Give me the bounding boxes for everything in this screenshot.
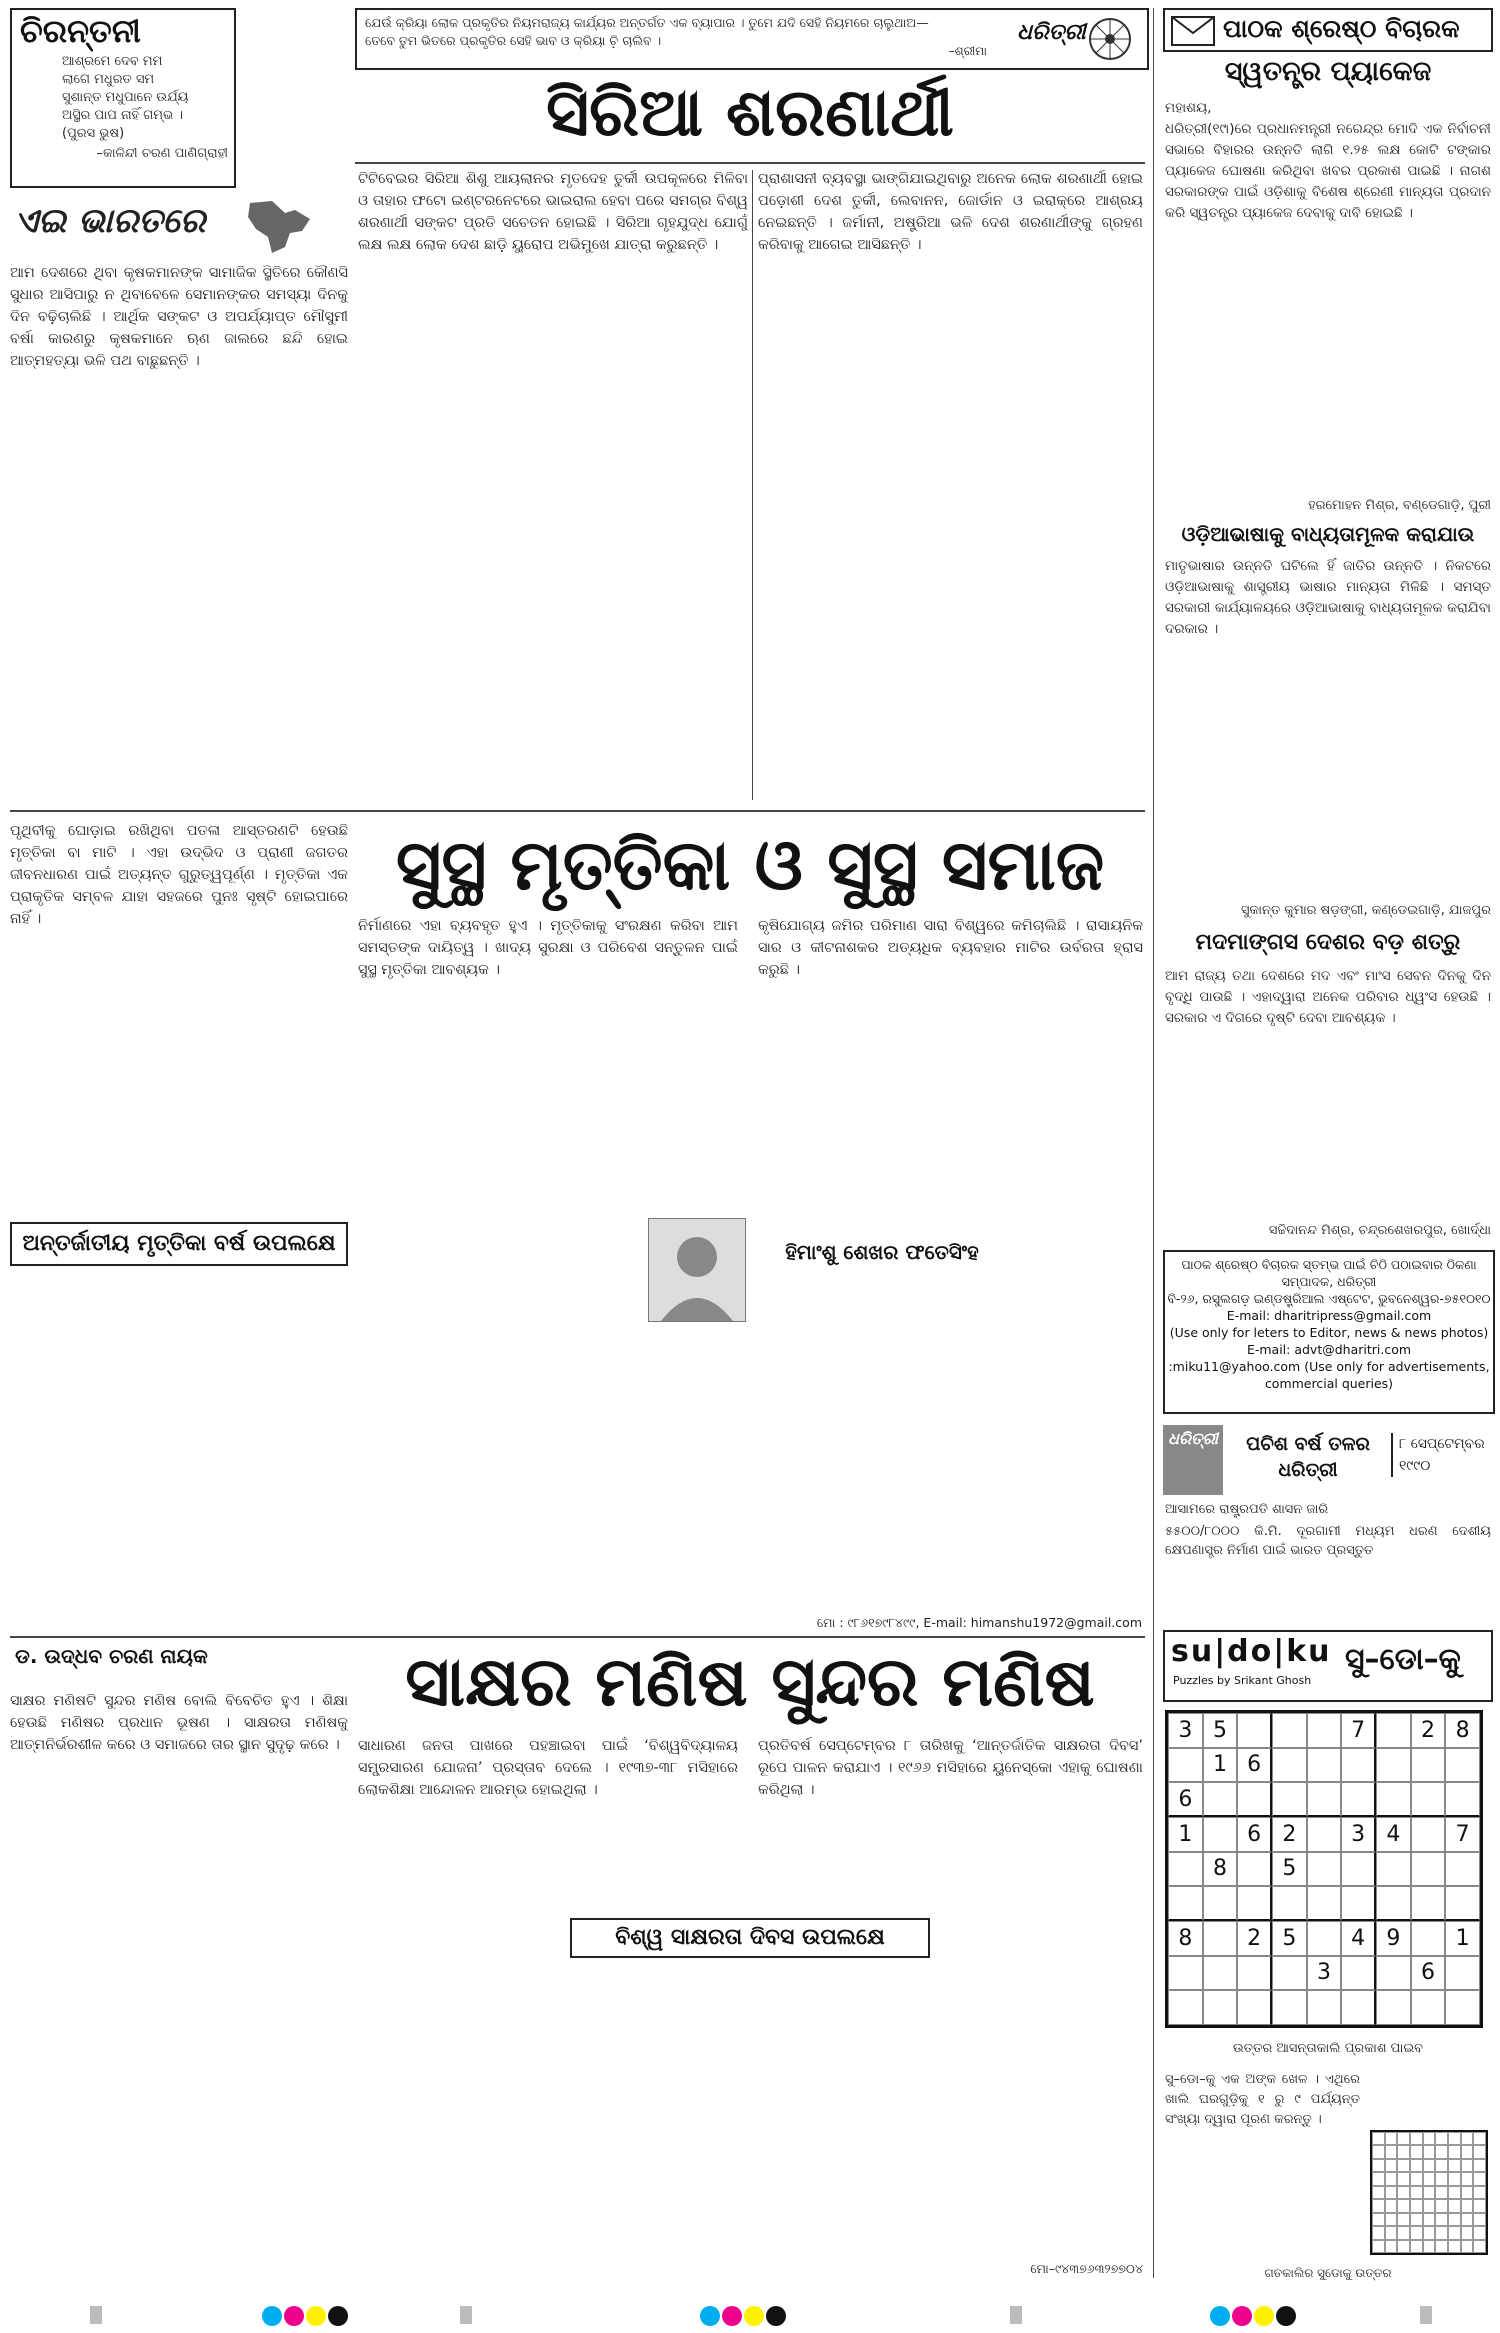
sudoku-cell[interactable] — [1445, 1852, 1480, 1887]
grey-swatch — [1420, 2306, 1432, 2324]
answer-cell — [1473, 2132, 1486, 2145]
answer-cell — [1372, 2159, 1385, 2172]
sudoku-cell[interactable] — [1272, 1990, 1307, 2025]
quote-text: ଯେଉଁ କ୍ରିୟା ଲୋକ ପ୍ରକୃତିର ନିୟମରାଜ୍ୟ କାର୍ଯ୍ୟର ଅନ୍ତର୍ଗତ ଏକ ବ୍ୟାପାର । ତୁମେ ଯଦି ସେହି ନିୟମରେ ଚାଲୁଥାଅ— ତେବେ ତୁମ ଭିତରେ ପ୍ରକୃତିର ସେହି ଭାବ ଓ କ୍ରିୟା ଚ଼ି ଚାଲିବ । — [365, 15, 929, 48]
chakra-icon — [1087, 16, 1133, 62]
answer-cell — [1435, 2186, 1448, 2199]
sudoku-cell[interactable]: 7 — [1341, 1713, 1376, 1748]
sudoku-cell[interactable] — [1203, 1956, 1238, 1991]
sudoku-cell[interactable] — [1168, 1852, 1203, 1887]
sudoku-cell[interactable] — [1203, 1782, 1238, 1817]
literacy-col2: ସାଧାରଣ ଜନତା ପାଖରେ ପହଞ୍ଚାଇବା ପାଇଁ ‘ବିଶ୍ୱବିଦ୍ୟାଳୟ ସମ୍ପ୍ରସାରଣ ଯୋଜନା’ ପ୍ରସ୍ତାବ ଦେଲେ । ୧୯୩୭-୩୮ ମସିହାରେ ଲୋକଶିକ୍ଷା ଆନ୍ଦୋଳନ ଆରମ୍ଭ ହୋଇଥିଲା । — [358, 1738, 738, 1798]
answer-cell — [1410, 2226, 1423, 2239]
answer-cell — [1461, 2145, 1474, 2158]
sudoku-cell[interactable] — [1341, 1852, 1376, 1887]
soil-subhead-box — [10, 1222, 348, 1266]
sudoku-cell[interactable]: 5 — [1203, 1713, 1238, 1748]
answer-cell — [1461, 2240, 1474, 2253]
sudoku-header — [1163, 1630, 1493, 1702]
answer-cell — [1410, 2199, 1423, 2212]
answer-cell — [1385, 2145, 1398, 2158]
odia-language-title: ଓଡ଼ିଆଭାଷାକୁ ବାଧ୍ୟତାମୂଳକ କରାଯାଉ — [1181, 522, 1475, 546]
sudoku-cell[interactable]: 8 — [1445, 1713, 1480, 1748]
sudoku-cell[interactable] — [1376, 1990, 1411, 2025]
column-divider — [752, 170, 753, 800]
literacy-contact: ମୋ–୯୪୩୭୬୩୨୭୭୦୪ — [1030, 2261, 1143, 2276]
sudoku-cell[interactable] — [1307, 1852, 1342, 1887]
answer-cell — [1423, 2172, 1436, 2185]
syria-headline: ସିରିଆ ଶରଣାର୍ଥୀ — [546, 74, 954, 151]
twentyfive-years-header — [1163, 1425, 1493, 1495]
syria-col2: ପ୍ରାଶାସନୀ ବ୍ୟବସ୍ଥା ଭାଙ୍ଗିଯାଇଥିବାରୁ ଅନେକ ଲୋକ ଶରଣାର୍ଥୀ ହୋଇ ପଡ଼ୋଶୀ ଦେଶ ତୁର୍କୀ, ଲେବାନନ, ଜୋର୍ଡାନ ଓ ଇରାକ୍‌ରେ ଆଶ୍ରୟ ନେଇଛନ୍ତି । ଜର୍ମାନୀ, ଅଷ୍ଟ୍ରିଆ ଭଳି ଦେଶ ଶରଣାର୍ଥୀଙ୍କୁ ଗ୍ରହଣ କରିବାକୁ ଆଗେଇ ଆସିଛନ୍ତି । — [758, 171, 1143, 253]
sudoku-cell[interactable] — [1203, 1886, 1238, 1921]
person-icon — [649, 1219, 745, 1321]
answer-cell — [1461, 2159, 1474, 2172]
liquor-sig: ସଚ୍ଚିଦାନନ୍ଦ ମିଶ୍ର, ଚନ୍ଦ୍ରଶେଖରପୁର, ଖୋର୍ଦ୍ଧା — [1268, 1223, 1491, 1238]
sudoku-cell[interactable]: 2 — [1411, 1713, 1446, 1748]
sudoku-cell[interactable]: 8 — [1203, 1852, 1238, 1887]
sudoku-cell[interactable]: 6 — [1237, 1817, 1272, 1852]
sudoku-cell[interactable]: 8 — [1168, 1921, 1203, 1956]
literacy-col1: ସାକ୍ଷର ମଣିଷଟି ସୁନ୍ଦର ମଣିଷ ବୋଲି ବିବେଚିତ ହୁଏ । ଶିକ୍ଷା ହେଉଛି ମଣିଷର ପ୍ରଧାନ ଭୂଷଣ । ସାକ୍ଷରତା ମଣିଷକୁ ଆତ୍ମନିର୍ଭରଶୀଳ କରେ ଓ ସମାଜରେ ତାର ସ୍ଥାନ ସୁଦୃଢ଼ କରେ । — [10, 1693, 348, 1753]
sudoku-cell[interactable] — [1411, 1782, 1446, 1817]
sudoku-cell[interactable] — [1168, 1886, 1203, 1921]
grey-swatch — [1010, 2306, 1022, 2324]
sudoku-cell[interactable] — [1341, 1956, 1376, 1991]
contact-line1: ପାଠକ ଶ୍ରେଷ୍ଠ ବିଚାରକ ସ୍ତମ୍ଭ ପାଇଁ ଚିଠି ପଠାଇବାର ଠିକଣା — [1181, 1257, 1477, 1272]
print-registration-strip — [0, 2300, 1500, 2333]
twentyfive-title: ପଚିଶ ବର୍ଷ ତଳର ଧରିତ୍ରୀ — [1246, 1433, 1370, 1481]
literacy-author: ଡ. ଉଦ୍ଧବ ଚରଣ ନାୟକ — [15, 1644, 208, 1668]
sudoku-cell[interactable] — [1237, 1713, 1272, 1748]
sudoku-cell[interactable]: 1 — [1203, 1748, 1238, 1783]
answer-cell — [1397, 2145, 1410, 2158]
letters-banner-title: ପାଠକ ଶ୍ରେଷ୍ଠ ବିଚାରକ — [1223, 14, 1460, 43]
sudoku-cell[interactable] — [1307, 1748, 1342, 1783]
literacy-subhead: ବିଶ୍ୱ ସାକ୍ଷରତା ଦିବସ ଉପଲକ୍ଷେ — [615, 1925, 885, 1950]
answer-cell — [1423, 2199, 1436, 2212]
envelope-icon — [1171, 16, 1215, 46]
contact-email3[interactable]: :miku11@yahoo.com (Use only for advertisements, commercial queries) — [1168, 1359, 1490, 1391]
sudoku-cell[interactable] — [1168, 1990, 1203, 2025]
soil-col1-cont — [10, 1272, 348, 1652]
answer-cell — [1372, 2132, 1385, 2145]
soil-col2: ନିର୍ମାଣରେ ଏହା ବ୍ୟବହୃତ ହୁଏ । ମୃତ୍ତିକାକୁ ସଂରକ୍ଷଣ କରିବା ଆମ ସମସ୍ତଙ୍କ ଦାୟିତ୍ୱ । ଖାଦ୍ୟ ସୁରକ୍ଷା ଓ ପରିବେଶ ସନ୍ତୁଳନ ପାଇଁ ସୁସ୍ଥ ମୃତ୍ତିକା ଆବଶ୍ୟକ । — [358, 918, 738, 978]
literacy-headline: ସାକ୍ଷର ମଣିଷ ସୁନ୍ଦର ମଣିଷ — [405, 1643, 1095, 1722]
yellow-dot — [1254, 2306, 1274, 2326]
answer-cell — [1397, 2186, 1410, 2199]
soil-subhead: ଅନ୍ତର୍ଜାତୀୟ ମୃତ୍ତିକା ବର୍ଷ ଉପଲକ୍ଷେ — [22, 1231, 336, 1256]
sudoku-cell[interactable] — [1411, 1748, 1446, 1783]
sudoku-cell[interactable] — [1272, 1886, 1307, 1921]
answer-cell — [1423, 2226, 1436, 2239]
sudoku-cell[interactable] — [1376, 1886, 1411, 1921]
answer-cell — [1448, 2240, 1461, 2253]
sudoku-cell[interactable]: 1 — [1445, 1921, 1480, 1956]
answer-cell — [1473, 2172, 1486, 2185]
answer-cell — [1385, 2199, 1398, 2212]
answer-cell — [1473, 2240, 1486, 2253]
answer-cell — [1397, 2226, 1410, 2239]
answer-cell — [1410, 2145, 1423, 2158]
sudoku-cell[interactable]: 6 — [1411, 1956, 1446, 1991]
sudoku-cell[interactable] — [1203, 1921, 1238, 1956]
sudoku-cell[interactable] — [1203, 1990, 1238, 2025]
sudoku-cell[interactable]: 5 — [1272, 1852, 1307, 1887]
answer-cell — [1385, 2159, 1398, 2172]
soil-headline: ସୁସ୍ଥ ମୃତ୍ତିକା ଓ ସୁସ୍ଥ ସମାଜ — [395, 824, 1105, 906]
sudoku-cell[interactable] — [1237, 1782, 1272, 1817]
sudoku-rules: ସୁ–ଡୋ–କୁ ଏକ ଅଙ୍କ ଖେଳ । ଏଥିରେ ଖାଲି ଘରଗୁଡ଼ିକୁ ୧ ରୁ ୯ ପର୍ଯ୍ୟନ୍ତ ସଂଖ୍ୟା ଦ୍ୱାରା ପୂରଣ କରନ୍ତୁ । — [1165, 2072, 1360, 2127]
divider — [10, 810, 1145, 812]
answer-cell — [1448, 2226, 1461, 2239]
answer-cell — [1397, 2240, 1410, 2253]
sudoku-cell[interactable] — [1445, 1748, 1480, 1783]
sudoku-cell[interactable]: 4 — [1376, 1817, 1411, 1852]
letters-banner — [1163, 8, 1493, 52]
azi-title: ଏଇ ଭାରତରେ — [14, 201, 206, 241]
answer-cell — [1372, 2199, 1385, 2212]
sudoku-cell[interactable]: 2 — [1272, 1817, 1307, 1852]
answer-cell — [1448, 2159, 1461, 2172]
literacy-subhead-box — [570, 1918, 930, 1958]
sudoku-cell[interactable] — [1445, 1990, 1480, 2025]
sudoku-cell[interactable]: 6 — [1237, 1748, 1272, 1783]
black-dot — [766, 2306, 786, 2326]
azi-body: ଆମ ଦେଶରେ ଥିବା କୃଷକମାନଙ୍କ ସାମାଜିକ ସ୍ଥିତିରେ କୌଣସି ସୁଧାର ଆସିପାରୁ ନ ଥିବାବେଳେ ସେମାନଙ୍କର ସମସ୍ୟା ଦିନକୁ ଦିନ ବଢ଼ିଚାଲିଛି । ଆର୍ଥିକ ସଙ୍କଟ ଓ ଅପର୍ଯ୍ୟାପ୍ତ ମୌସୁମୀ ବର୍ଷା କାରଣରୁ କୃଷକମାନେ ଋଣ ଜାଲରେ ଛନ୍ଦି ହୋଇ ଆତ୍ମହତ୍ୟା ଭଳି ପଥ ବାଛୁଛନ୍ତି । — [10, 265, 348, 369]
answer-cell — [1397, 2199, 1410, 2212]
chirantani-box — [10, 8, 236, 188]
sudoku-cell[interactable] — [1237, 1886, 1272, 1921]
answer-cell — [1435, 2132, 1448, 2145]
answer-cell — [1448, 2145, 1461, 2158]
chirantani-poem: ଆଶ୍ରମେ ଦେବ ମମ ଲାଗେ ମଧୁରତ ସମ ସୁଶାନ୍ତ ମଧୁପାନେ ଉର୍ଯ୍ୟ ଅସ୍ଥିର ପାପ ନାହିଁ ଗମ୍ଭ । (ପୁରସ ଭୁଷ) — [62, 54, 189, 141]
sudoku-cell[interactable] — [1411, 1817, 1446, 1852]
sudoku-cell[interactable] — [1376, 1956, 1411, 1991]
sudoku-cell[interactable]: 5 — [1272, 1921, 1307, 1956]
answer-cell — [1423, 2186, 1436, 2199]
answer-cell — [1448, 2132, 1461, 2145]
cyan-dot — [1210, 2306, 1230, 2326]
answer-cell — [1410, 2159, 1423, 2172]
answer-cell — [1448, 2186, 1461, 2199]
quote-author: –ଶ୍ରୀମା — [948, 44, 987, 58]
answer-cell — [1410, 2132, 1423, 2145]
odia-language-body: ମାତୃଭାଷାର ଉନ୍ନତି ଘଟିଲେ ହିଁ ଜାତିର ଉନ୍ନତି । ନିକଟରେ ଓଡ଼ିଆଭାଷାକୁ ଶାସ୍ତ୍ରୀୟ ଭାଷାର ମାନ୍ୟତା ମିଳିଛି । ସମସ୍ତ ସରକାରୀ କାର୍ଯ୍ୟାଳୟରେ ଓଡ଼ିଆଭାଷାକୁ ବାଧ୍ୟତାମୂଳକ କରାଯିବା ଦରକାର । — [1165, 558, 1491, 637]
chirantani-title: ଚିରନ୍ତନୀ — [20, 12, 141, 50]
answer-cell — [1372, 2213, 1385, 2226]
letters-body: ମହାଶୟ, ଧରିତ୍ରୀ(୧୯ା)ରେ ପ୍ରଧାନମନ୍ତ୍ରୀ ନରେନ୍ଦ୍ର ମୋଦି ଏକ ନିର୍ବାଚନୀ ସଭାରେ ବିହାରର ଉନ୍ନତି ଲାଗି ୧.୨୫ ଲକ୍ଷ କୋଟି ଟଙ୍କାର ପ୍ୟାକେଜ ଘୋଷଣା କରିଥିବା ଖବର ପ୍ରକାଶ ପାଇଛି । ନାଗଶ ସରକାରଙ୍କ ପାଇଁ ଓଡ଼ିଶାକୁ ବିଶେଷ ଶ୍ରେଣୀ ମାନ୍ୟତା ପ୍ରଦାନ କରି ସ୍ୱତନ୍ତ୍ର ପ୍ୟାକେଜ ଦେବାକୁ ଦାବି ହୋଇଛି । — [1165, 100, 1491, 221]
soil-author: ହିମାଂଶୁ ଶେଖର ଫତେସିଂହ — [785, 1240, 979, 1264]
chirantani-author: –କାଳିନ୍ଦୀ ଚରଣ ପାଣିଗ୍ରାହୀ — [96, 146, 228, 161]
sudoku-cell[interactable] — [1168, 1956, 1203, 1991]
answer-cell — [1385, 2186, 1398, 2199]
sudoku-answer-note: ଉତ୍ତର ଆସନ୍ତାକାଲି ପ୍ରକାଶ ପାଇବ — [1232, 2041, 1424, 2056]
sudoku-cell[interactable]: 6 — [1168, 1782, 1203, 1817]
sudoku-cell[interactable] — [1445, 1782, 1480, 1817]
answer-cell — [1385, 2213, 1398, 2226]
sudoku-odia-title: ସୁ–ଡୋ–କୁ — [1345, 1642, 1461, 1677]
yellow-dot — [306, 2306, 326, 2326]
twentyfive-logo: ଧରିତ୍ରୀ — [1168, 1429, 1218, 1448]
twentyfive-item1: ଆସାମରେ ରାଷ୍ଟ୍ରପତି ଶାସନ ଜାରି — [1165, 1502, 1329, 1517]
grey-swatch — [90, 2306, 102, 2324]
cyan-dot — [700, 2306, 720, 2326]
sudoku-cell[interactable] — [1237, 1956, 1272, 1991]
answer-cell — [1461, 2199, 1474, 2212]
column-divider — [1153, 8, 1154, 2278]
sudoku-cell[interactable] — [1307, 1713, 1342, 1748]
answer-cell — [1397, 2132, 1410, 2145]
answer-cell — [1410, 2213, 1423, 2226]
sudoku-cell[interactable] — [1203, 1817, 1238, 1852]
answer-cell — [1423, 2145, 1436, 2158]
author-photo — [648, 1218, 746, 1322]
sudoku-cell[interactable] — [1376, 1782, 1411, 1817]
answer-cell — [1372, 2240, 1385, 2253]
answer-cell — [1423, 2159, 1436, 2172]
sudoku-cell[interactable] — [1376, 1713, 1411, 1748]
answer-cell — [1385, 2240, 1398, 2253]
answer-cell — [1435, 2240, 1448, 2253]
sudoku-cell[interactable] — [1272, 1713, 1307, 1748]
answer-cell — [1435, 2159, 1448, 2172]
sudoku-cell[interactable]: 2 — [1237, 1921, 1272, 1956]
answer-cell — [1385, 2226, 1398, 2239]
syria-col1: ଟିଟିବେଇର ସିରିଆ ଶିଶୁ ଆୟଲାନର ମୃତଦେହ ତୁର୍କୀ ଉପକୂଳରେ ମିଳିବା ଓ ତାହାର ଫଟୋ ଇଣ୍ଟରନେଟରେ ଭାଇରାଲ ହେବା ପରେ ସମଗ୍ର ବିଶ୍ୱ ଶରଣାର୍ଥୀ ସଙ୍କଟ ପ୍ରତି ସଚେତନ ହୋଇଛି । ସିରିଆ ଗୃହଯୁଦ୍ଧ ଯୋଗୁଁ ଲକ୍ଷ ଲକ୍ଷ ଲୋକ ଦେଶ ଛାଡ଼ି ୟୁରୋପ ଅଭିମୁଖେ ଯାତ୍ରା କରୁଛନ୍ତି । — [358, 171, 748, 253]
sudoku-cell[interactable] — [1341, 1886, 1376, 1921]
contact-email1[interactable]: E-mail: dharitripress@gmail.com — [1226, 1308, 1432, 1323]
answer-cell — [1423, 2213, 1436, 2226]
sudoku-cell[interactable] — [1237, 1990, 1272, 2025]
sudoku-cell[interactable] — [1237, 1852, 1272, 1887]
magenta-dot — [722, 2306, 742, 2326]
magenta-dot — [284, 2306, 304, 2326]
sudoku-cell[interactable]: 3 — [1341, 1817, 1376, 1852]
sudoku-cell[interactable] — [1341, 1990, 1376, 2025]
contact-note1: (Use only for leters to Editor, news & news photos) — [1169, 1325, 1489, 1340]
black-dot — [1276, 2306, 1296, 2326]
yellow-dot — [744, 2306, 764, 2326]
sudoku-yesterday: ଗତକାଲିର ସୁଡୋକୁ ଉତ୍ତର — [1264, 2266, 1392, 2280]
sudoku-cell[interactable] — [1445, 1956, 1480, 1991]
soil-col1: ପୃଥିବୀକୁ ଘୋଡ଼ାଇ ରଖିଥିବା ପତଳା ଆସ୍ତରଣଟି ହେଉଛି ମୃତ୍ତିକା ବା ମାଟି । ଏହା ଉଦ୍ଭିଦ ଓ ପ୍ରାଣୀ ଜଗତର ଜୀବନଧାରଣ ପାଇଁ ଅତ୍ୟନ୍ତ ଗୁରୁତ୍ୱପୂର୍ଣ୍ଣ । ମୃତ୍ତିକା ଏକ ପ୍ରାକୃତିକ ସମ୍ବଳ ଯାହା ସହଜରେ ପୁନଃ ସୃଷ୍ଟି ହୋଇପାରେ ନାହିଁ । — [10, 823, 348, 927]
answer-cell — [1372, 2186, 1385, 2199]
quote-box — [355, 8, 1149, 70]
answer-cell — [1448, 2213, 1461, 2226]
answer-cell — [1461, 2213, 1474, 2226]
answer-cell — [1372, 2172, 1385, 2185]
answer-cell — [1410, 2240, 1423, 2253]
answer-cell — [1372, 2145, 1385, 2158]
twentyfive-logo-box — [1163, 1425, 1223, 1495]
divider — [355, 162, 1145, 164]
sudoku-logo: su|do|ku — [1171, 1634, 1332, 1669]
answer-cell — [1448, 2172, 1461, 2185]
sudoku-cell[interactable] — [1376, 1852, 1411, 1887]
answer-cell — [1385, 2132, 1398, 2145]
answer-cell — [1435, 2226, 1448, 2239]
soil-contact: ମୋ : ୯୮୬୧୭୯୮୪୯୯, E-mail: himanshu1972@gmail.com — [816, 1615, 1142, 1630]
answer-cell — [1372, 2226, 1385, 2239]
sudoku-cell[interactable] — [1411, 1921, 1446, 1956]
divider — [10, 1636, 1145, 1638]
answer-cell — [1461, 2186, 1474, 2199]
answer-cell — [1397, 2159, 1410, 2172]
sudoku-cell[interactable] — [1307, 1921, 1342, 1956]
magenta-dot — [1232, 2306, 1252, 2326]
answer-cell — [1410, 2186, 1423, 2199]
sudoku-cell[interactable] — [1307, 1782, 1342, 1817]
sudoku-cell[interactable] — [1307, 1886, 1342, 1921]
twentyfive-date: ୮ ସେପ୍ଟେମ୍ବର ୧୯୯୦ — [1391, 1433, 1499, 1477]
answer-cell — [1435, 2145, 1448, 2158]
sudoku-cell[interactable]: 4 — [1341, 1921, 1376, 1956]
answer-cell — [1435, 2172, 1448, 2185]
contact-email2[interactable]: E-mail: advt@dharitri.com — [1246, 1342, 1412, 1357]
sudoku-cell[interactable] — [1307, 1817, 1342, 1852]
answer-cell — [1435, 2199, 1448, 2212]
twentyfive-item2: ୫୫୦୦/୮୦୦୦ କି.ମି. ଦୂରଗାମୀ ମଧ୍ୟମ ଧରଣ ଦେଶୀୟ କ୍ଷେପଣାସ୍ତ୍ର ନିର୍ମାଣ ପାଇଁ ଭାରତ ପ୍ରସ୍ତୁତ — [1165, 1524, 1491, 1558]
sudoku-cell[interactable] — [1272, 1748, 1307, 1783]
sudoku-cell[interactable] — [1445, 1886, 1480, 1921]
answer-cell — [1448, 2199, 1461, 2212]
contact-box — [1163, 1250, 1495, 1414]
sudoku-cell[interactable] — [1341, 1748, 1376, 1783]
black-dot — [328, 2306, 348, 2326]
answer-cell — [1473, 2226, 1486, 2239]
sudoku-cell[interactable] — [1307, 1990, 1342, 2025]
grey-swatch — [460, 2306, 472, 2324]
letters-sig: ହରମୋହନ ମିଶ୍ର, ବଣ୍ଡେଗାଡ଼ି, ପୁରୀ — [1308, 498, 1491, 513]
sudoku-cell[interactable] — [1272, 1956, 1307, 1991]
sudoku-cell[interactable]: 3 — [1168, 1713, 1203, 1748]
odia-language-sig: ସୁକାନ୍ତ କୁମାର ଷଡ଼ଙ୍ଗୀ, କଣ୍ଡେଇଗାଡ଼ି, ଯାଜପୁର — [1240, 903, 1491, 918]
answer-cell — [1473, 2199, 1486, 2212]
soil-col3: କୃଷିଯୋଗ୍ୟ ଜମିର ପରିମାଣ ସାରା ବିଶ୍ୱରେ କମିଚାଲିଛି । ରାସାୟନିକ ସାର ଓ କୀଟନାଶକର ଅତ୍ୟଧିକ ବ୍ୟବହାର ମାଟିର ଉର୍ବରତା ହ୍ରାସ କରୁଛି । — [758, 918, 1143, 978]
liquor-body: ଆମ ରାଜ୍ୟ ତଥା ଦେଶରେ ମଦ ଏବଂ ମାଂସ ସେବନ ଦିନକୁ ଦିନ ବୃଦ୍ଧି ପାଉଛି । ଏହାଦ୍ୱାରା ଅନେକ ପରିବାର ଧ୍ୱଂସ ହେଉଛି । ସରକାର ଏ ଦିଗରେ ଦୃଷ୍ଟି ଦେବା ଆବଶ୍ୟକ । — [1165, 968, 1491, 1026]
sudoku-cell[interactable]: 1 — [1168, 1817, 1203, 1852]
answer-cell — [1461, 2226, 1474, 2239]
answer-cell — [1473, 2159, 1486, 2172]
answer-cell — [1423, 2240, 1436, 2253]
answer-cell — [1473, 2213, 1486, 2226]
sudoku-cell[interactable] — [1272, 1782, 1307, 1817]
sudoku-cell[interactable] — [1168, 1748, 1203, 1783]
sudoku-credit: Puzzles by Srikant Ghosh — [1173, 1674, 1312, 1687]
sudoku-cell[interactable] — [1376, 1748, 1411, 1783]
answer-cell — [1461, 2172, 1474, 2185]
literacy-col3: ପ୍ରତିବର୍ଷ ସେପ୍ଟେମ୍ବର ୮ ତାରିଖକୁ ‘ଆନ୍ତର୍ଜାତିକ ସାକ୍ଷରତା ଦିବସ’ ରୂପେ ପାଳନ କରାଯାଏ । ୧୯୬୬ ମସିହାରେ ୟୁନେସ୍କୋ ଏହାକୁ ଘୋଷଣା କରିଥିଲା । — [758, 1738, 1143, 1798]
answer-cell — [1397, 2172, 1410, 2185]
liquor-title: ମଦମାଙ୍ଗସ ଦେଶର ବଡ଼ ଶତ୍ରୁ — [1195, 930, 1461, 955]
sudoku-grid[interactable] — [1165, 1710, 1483, 2028]
dharitri-logo: ଧରିତ୍ରୀ — [1017, 20, 1086, 45]
answer-cell — [1461, 2132, 1474, 2145]
sudoku-cell[interactable] — [1411, 1886, 1446, 1921]
sudoku-cell[interactable]: 3 — [1307, 1956, 1342, 1991]
contact-line2: ସମ୍ପାଦକ, ଧରିତ୍ରୀ — [1281, 1274, 1377, 1289]
answer-cell — [1473, 2145, 1486, 2158]
answer-cell — [1473, 2186, 1486, 2199]
sudoku-answer-grid — [1370, 2130, 1488, 2255]
answer-cell — [1435, 2213, 1448, 2226]
answer-cell — [1385, 2172, 1398, 2185]
contact-line3: ବି-୨୬, ରସୁଲଗଡ଼ ଇଣ୍ଡଷ୍ଟ୍ରିଆଲ ଏଷ୍ଟେଟ, ଭୁବନେଶ୍ୱର-୭୫୧୦୧୦ — [1167, 1291, 1491, 1306]
answer-cell — [1423, 2132, 1436, 2145]
answer-cell — [1397, 2213, 1410, 2226]
sudoku-cell[interactable] — [1411, 1852, 1446, 1887]
cyan-dot — [262, 2306, 282, 2326]
sudoku-cell[interactable]: 9 — [1376, 1921, 1411, 1956]
answer-cell — [1410, 2172, 1423, 2185]
sudoku-cell[interactable] — [1411, 1990, 1446, 2025]
sudoku-cell[interactable] — [1341, 1782, 1376, 1817]
sudoku-cell[interactable]: 7 — [1445, 1817, 1480, 1852]
azi-banner — [10, 195, 350, 255]
letters-title: ସ୍ୱତନ୍ତ୍ର ପ୍ୟାକେଜ — [1224, 56, 1432, 87]
